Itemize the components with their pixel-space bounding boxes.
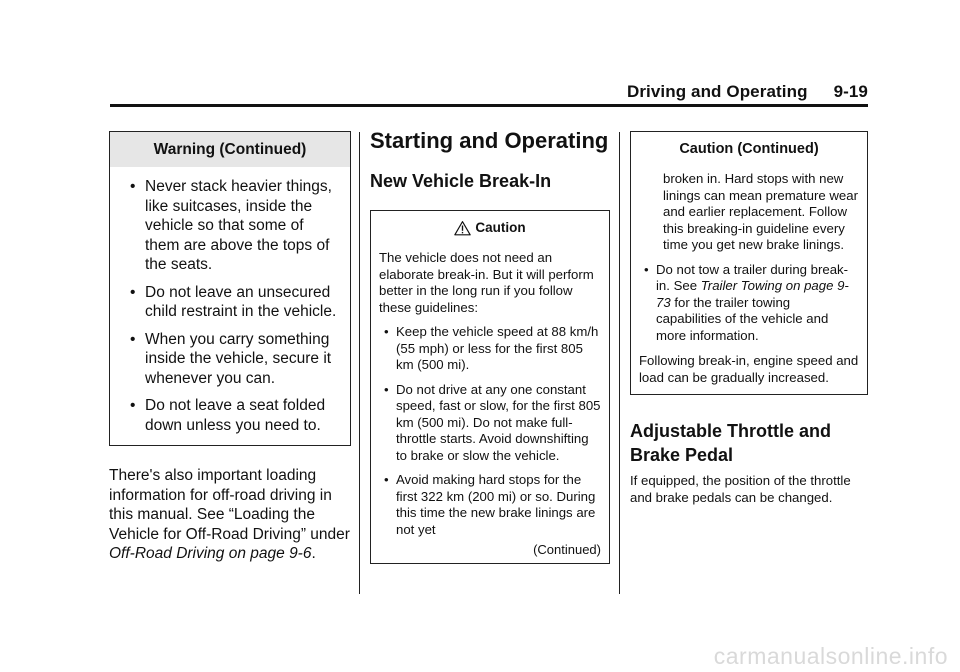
list-item: • Do not leave a seat folded down unless you need to. xyxy=(130,397,326,434)
continued-label: (Continued) xyxy=(533,542,601,557)
caution-body xyxy=(371,244,609,563)
header-text xyxy=(627,82,868,102)
caution-continued-title: Caution (Continued) xyxy=(679,141,819,157)
bullet-icon: • xyxy=(384,472,389,487)
bullet-icon: • xyxy=(384,324,389,339)
adjustable-pedal-heading: Adjustable Throttle and Brake Pedal xyxy=(630,421,832,465)
page-header xyxy=(110,82,868,106)
loading-paragraph: There's also important loading information for off-road driving in this manual. See “Loading the Vehicle for Off-Road Driving” under Off-Road Driving on page 9-6. xyxy=(109,467,350,562)
page-number: 9-19 xyxy=(833,82,868,101)
bullet-icon: • xyxy=(644,261,649,277)
list-item: • Keep the vehicle speed at 88 km/h (55 mph) or less for the first 805 km (500 mi). xyxy=(384,324,599,372)
caution-continued-body xyxy=(631,167,867,394)
section-heading: Starting and Operating xyxy=(370,128,609,153)
subsection-heading: New Vehicle Break-In xyxy=(370,171,552,191)
column-2 xyxy=(370,127,610,564)
section-title: Driving and Operating xyxy=(626,82,808,101)
list-item: • Never stack heavier things, like suitcases, inside the vehicle so that some of them are above the tops of the seats. xyxy=(130,178,332,273)
bullet-icon: • xyxy=(384,381,389,397)
column-3 xyxy=(630,131,868,506)
caution-continued-box xyxy=(630,131,868,395)
caution-continuation: broken in. Hard stops with new linings can mean premature wear and earlier replacement. Follow this breaking-in guideline every time you get new brake linings. xyxy=(663,171,858,252)
off-road-driving-link[interactable]: Off-Road Driving on page 9-6 xyxy=(109,545,312,562)
caution-title: Caution xyxy=(475,220,526,235)
watermark: carmanualsonline.info xyxy=(713,643,948,669)
column-1 xyxy=(109,131,351,564)
bullet-icon: • xyxy=(130,330,136,348)
adjustable-pedal-body: If equipped, the position of the throttle and brake pedals can be changed. xyxy=(630,473,851,505)
list-item: • Do not leave an unsecured child restraint in the vehicle. xyxy=(130,283,337,320)
list-item: • When you carry something inside the vehicle, secure it whenever you can. xyxy=(130,330,332,387)
column-divider-2 xyxy=(619,132,620,594)
bullet-icon: • xyxy=(130,397,136,414)
caution-intro: The vehicle does not need an elaborate break-in. But it will perform better in the long run if you follow these guidelines: xyxy=(379,250,594,315)
list-item: • Do not tow a trailer during break-in. See Trailer Towing on page 9-73 for the trailer towing capabilities of the vehicle and more information. xyxy=(644,261,849,343)
list-item: • Do not drive at any one constant speed, fast or slow, for the first 805 km (500 mi). Do not make full-throttle starts. Avoid downshifting to brake or slow the vehicle. xyxy=(384,381,601,463)
header-rule xyxy=(110,104,868,107)
trailer-towing-link[interactable]: Trailer Towing on page 9-73 xyxy=(656,278,849,310)
caution-header xyxy=(371,211,609,244)
warning-box xyxy=(109,131,351,446)
warning-title: Warning (Continued) xyxy=(110,132,350,167)
caution-box xyxy=(370,210,610,564)
warning-body xyxy=(110,167,350,445)
list-item: • Avoid making hard stops for the first 322 km (200 mi) or so. During this time the new brake linings are not yet xyxy=(384,472,596,537)
bullet-icon: • xyxy=(130,283,136,301)
break-in-paragraph: Following break-in, engine speed and load can be gradually increased. xyxy=(639,353,859,385)
warning-triangle-icon xyxy=(454,220,471,236)
column-divider-1 xyxy=(359,132,360,594)
bullet-icon: • xyxy=(130,178,136,195)
